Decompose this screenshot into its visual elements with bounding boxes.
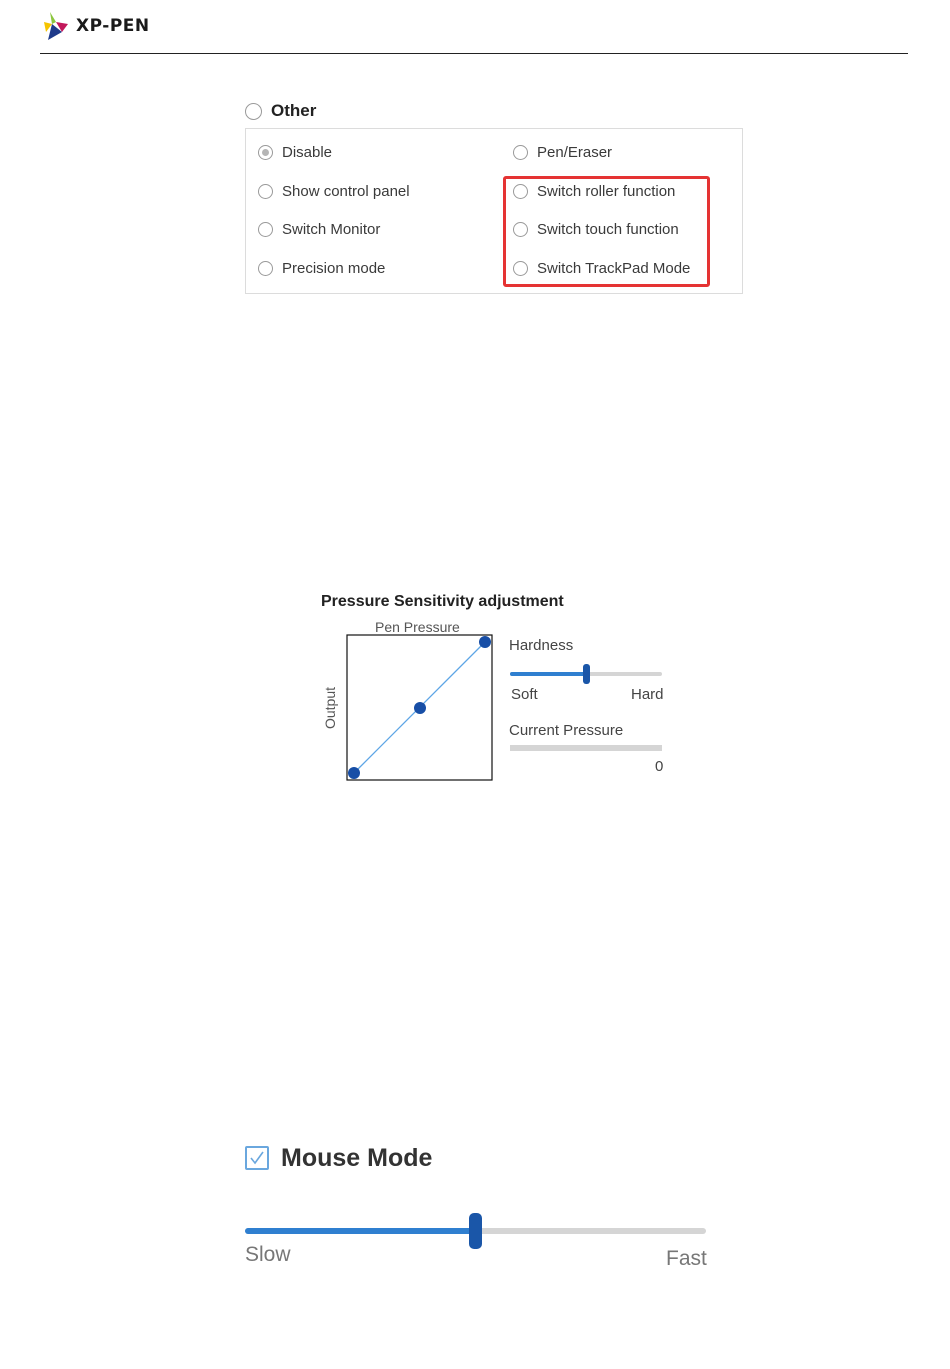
mouse-speed-slider[interactable]	[245, 1228, 706, 1234]
brand-logo	[42, 10, 150, 42]
option-switch-monitor[interactable]	[258, 221, 380, 238]
option-switch-touch-function-label: Switch touch function	[537, 221, 679, 238]
current-pressure-value: 0	[655, 758, 664, 775]
curve-point-end	[479, 636, 491, 648]
curve-point-middle	[414, 702, 426, 714]
radio-pen-eraser[interactable]	[513, 145, 528, 160]
hard-label: Hard	[631, 686, 664, 703]
xp-pen-logo-icon	[42, 10, 70, 42]
option-pen-eraser-label: Pen/Eraser	[537, 144, 613, 161]
soft-label: Soft	[511, 686, 538, 703]
checkmark-icon	[247, 1148, 267, 1168]
hardness-label: Hardness	[509, 637, 574, 654]
hardness-slider-thumb[interactable]	[583, 664, 590, 684]
mouse-speed-slider-fill	[245, 1228, 476, 1234]
highlight-box	[503, 176, 710, 287]
pressure-title: Pressure Sensitivity adjustment	[321, 593, 564, 610]
option-disable-label: Disable	[282, 144, 333, 161]
mouse-mode-label: Mouse Mode	[281, 1144, 433, 1172]
pressure-curve-graph[interactable]	[346, 634, 494, 782]
current-pressure-label: Current Pressure	[509, 722, 624, 739]
output-label: Output	[322, 686, 339, 730]
option-show-control-panel-label: Show control panel	[282, 183, 410, 200]
option-switch-monitor-label: Switch Monitor	[282, 221, 381, 238]
hardness-slider-fill	[510, 672, 586, 676]
curve-point-start	[348, 767, 360, 779]
fast-label: Fast	[666, 1247, 707, 1270]
option-precision-mode-label: Precision mode	[282, 260, 386, 277]
radio-switch-monitor[interactable]	[258, 222, 273, 237]
slow-label: Slow	[245, 1243, 291, 1266]
mouse-mode-checkbox[interactable]	[245, 1146, 269, 1170]
option-switch-trackpad-mode-label: Switch TrackPad Mode	[537, 260, 691, 277]
option-precision-mode[interactable]	[258, 260, 385, 277]
header-divider	[40, 53, 908, 54]
brand-name: XP-PEN	[76, 16, 150, 36]
option-switch-roller-function-label: Switch roller function	[537, 183, 676, 200]
pen-pressure-label: Pen Pressure	[375, 619, 460, 635]
option-show-control-panel[interactable]	[258, 183, 410, 200]
hardness-slider[interactable]	[510, 672, 662, 676]
radio-show-control-panel[interactable]	[258, 184, 273, 199]
radio-precision-mode[interactable]	[258, 261, 273, 276]
option-disable[interactable]	[258, 144, 332, 161]
other-heading: Other	[271, 101, 317, 120]
other-radio[interactable]	[245, 101, 316, 121]
mouse-speed-slider-thumb[interactable]	[469, 1213, 482, 1249]
current-pressure-bar	[510, 745, 662, 751]
other-radio-icon[interactable]	[245, 103, 262, 120]
option-pen-eraser[interactable]	[513, 144, 612, 161]
radio-disable[interactable]	[258, 145, 273, 160]
